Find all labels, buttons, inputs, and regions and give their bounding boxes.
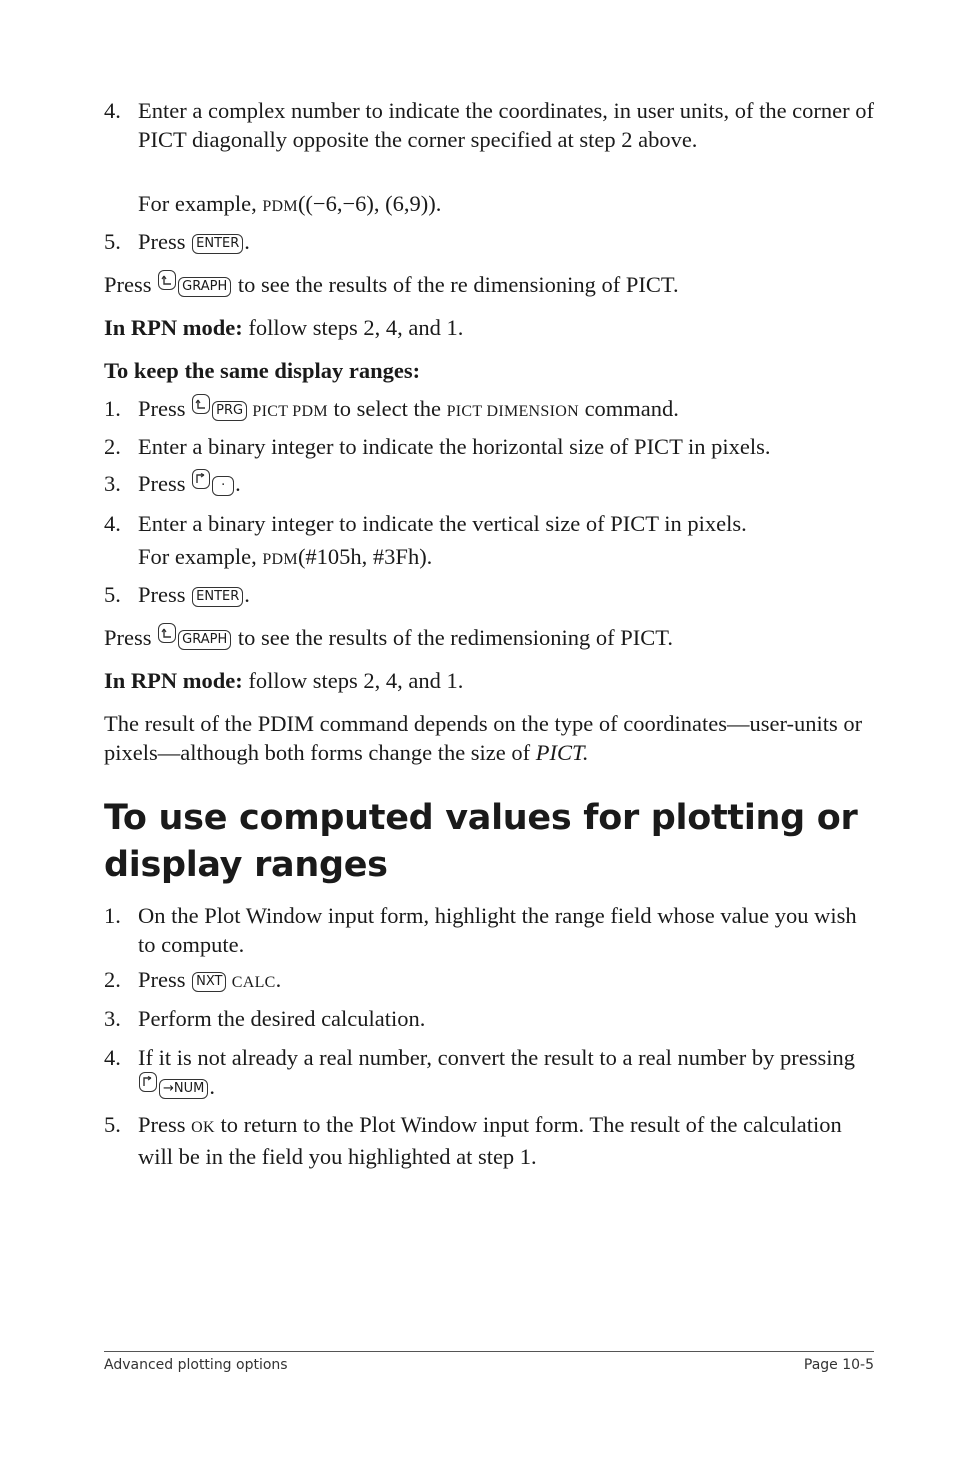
example-args: ((−6,−6), (6,9)).	[297, 191, 442, 216]
step-text: Perform the desired calculation.	[138, 1006, 426, 1031]
left-shift-key-icon	[158, 623, 176, 643]
text: to see the results of the redimensioning of PICT.	[232, 625, 673, 650]
step-number: 4.	[104, 98, 121, 123]
step-text-end: .	[275, 967, 282, 992]
footer-chapter-title: Advanced plotting options	[104, 1357, 288, 1373]
step-number: 3.	[104, 1006, 121, 1031]
step-text: Press	[138, 229, 192, 254]
menu-keys: PICT PDM	[248, 403, 328, 420]
example-command: PDM	[262, 551, 298, 568]
paragraph-text: The result of the PDIM command depends on the type of coordinates—user-units or pixels—although both forms change the size of	[104, 711, 863, 765]
step-text: to select the	[327, 396, 447, 421]
step-text-end: .	[244, 229, 250, 254]
menu-key: OK	[191, 1119, 215, 1136]
step-text-end: .	[209, 1074, 215, 1099]
rpn-text: follow steps 2, 4, and 1.	[242, 315, 464, 340]
footer-divider	[104, 1351, 874, 1352]
step-text: On the Plot Window input form, highlight the range field whose value you wish to compute.	[138, 903, 857, 957]
text: Press	[104, 272, 158, 297]
to-num-key-icon: →NUM	[159, 1079, 208, 1099]
step-text: to return to the Plot Window input form. The result of the calculation will be in the field you highlighted at step 1.	[138, 1112, 842, 1169]
right-shift-key-icon	[192, 469, 210, 489]
rpn-label: In RPN mode:	[104, 668, 243, 693]
step-text: Enter a complex number to indicate the coordinates, in user units, of the corner of PICT diagonally opposite the corner specified at step 2 above.	[138, 98, 875, 152]
prg-key-icon: PRG	[212, 401, 247, 421]
command-name: PICT DIMENSION	[446, 403, 579, 420]
subheading: To keep the same display ranges:	[104, 358, 421, 383]
rpn-mode-note	[104, 666, 874, 695]
nxt-key-icon: NXT	[192, 972, 226, 992]
step-text: Press	[138, 1112, 192, 1137]
example-args: (#105h, #3Fh).	[297, 544, 433, 569]
graph-key-icon: GRAPH	[178, 630, 231, 650]
paragraph-italic: PICT.	[535, 740, 589, 765]
step-text: Press	[138, 471, 192, 496]
step-number: 5.	[104, 229, 121, 254]
step-number: 1.	[104, 903, 121, 928]
comma-key-icon: ·	[212, 476, 234, 496]
step-number: 2.	[104, 434, 121, 459]
step-text: Enter a binary integer to indicate the vertical size of PICT in pixels.	[138, 511, 747, 536]
step-number: 5.	[104, 582, 121, 607]
rpn-text: follow steps 2, 4, and 1.	[242, 668, 464, 693]
step-text: command.	[578, 396, 679, 421]
left-shift-key-icon	[158, 270, 176, 290]
enter-key-icon: ENTER	[192, 234, 243, 254]
step-number: 4.	[104, 1045, 121, 1070]
example-label: For example,	[138, 544, 263, 569]
press-graph-line	[104, 270, 874, 299]
section-title: To use computed values for plotting or display ranges	[104, 798, 858, 885]
step-text-end: .	[235, 471, 241, 496]
footer-page-number: Page 10-5	[803, 1357, 874, 1373]
step-number: 5.	[104, 1112, 121, 1137]
step-number: 4.	[104, 511, 121, 536]
press-graph-line	[104, 623, 874, 652]
step-text: Press	[138, 582, 192, 607]
step-text: If it is not already a real number, convert the result to a real number by pressing	[138, 1045, 855, 1070]
text: to see the results of the re dimensioning of PICT.	[232, 272, 679, 297]
enter-key-icon: ENTER	[192, 587, 243, 607]
left-shift-key-icon	[192, 394, 210, 414]
step-number: 2.	[104, 967, 121, 992]
rpn-mode-note	[104, 313, 874, 342]
example-command: PDM	[262, 198, 298, 215]
step-text-end: .	[244, 582, 250, 607]
step-text: Enter a binary integer to indicate the horizontal size of PICT in pixels.	[138, 434, 771, 459]
rpn-label: In RPN mode:	[104, 315, 243, 340]
graph-key-icon: GRAPH	[178, 277, 231, 297]
step-number: 3.	[104, 471, 121, 496]
text: Press	[104, 625, 158, 650]
step-text: Press	[138, 967, 192, 992]
result-paragraph	[104, 709, 874, 767]
step-number: 1.	[104, 396, 121, 421]
right-shift-key-icon	[139, 1072, 157, 1092]
menu-key: CALC	[227, 974, 276, 991]
step-text: Press	[138, 396, 192, 421]
example-label: For example,	[138, 191, 263, 216]
